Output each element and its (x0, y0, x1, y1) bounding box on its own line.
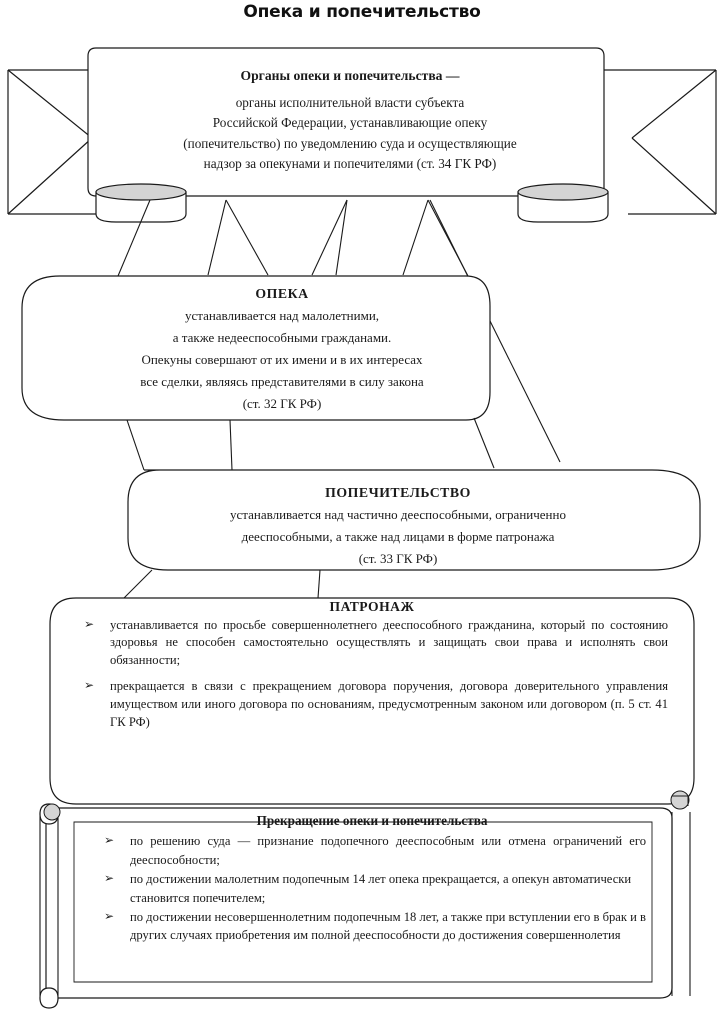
arrow-bullet-icon: ➢ (104, 833, 115, 848)
banner-line-2: Российской Федерации, устанавливающие опеку (212, 115, 488, 130)
prekrashchenie-item-2: по достижении малолетним подопечным 14 лет опека прекращается, а опекун автоматически становится попечителем; (130, 872, 632, 905)
opeka-line-4: все сделки, являясь представителями в силу закона (140, 374, 424, 389)
arrow-bullet-icon: ➢ (84, 678, 95, 693)
banner-line-3: (попечительство) по уведомлению суда и осуществляющие (183, 135, 517, 151)
patronazh-list (76, 617, 668, 732)
patronazh-item-1: устанавливается по просьбе совершеннолетнего дееспособного гражданина, который по состоянию здоровья не способен самостоятельно осуществлять и защищать свои права и исполнять свои обязанности; (110, 617, 668, 667)
patronazh-heading: ПАТРОНАЖ (329, 599, 415, 614)
list-item (76, 617, 668, 670)
page-title: Опека и попечительство (243, 2, 481, 22)
opeka-line-1: устанавливается над малолетними, (184, 308, 380, 323)
prekrashchenie-item-3: по достижении несовершеннолетним подопечным 18 лет, а также при вступлении его в брак и в других случаях приобретения им полной дееспособности до достижения совершеннолетия (130, 910, 646, 943)
banner-line-4: надзор за опекунами и попечителями (ст. 34 ГК РФ) (203, 156, 497, 171)
arrow-bullet-icon: ➢ (104, 909, 115, 924)
popechitelstvo-line-1: устанавливается над частично дееспособными, ограниченно (230, 507, 566, 522)
prekrashchenie-text-block (98, 812, 646, 946)
popechitelstvo-connectors (124, 570, 320, 598)
opeka-text-block (36, 283, 528, 415)
ribbon-tail-left (8, 70, 96, 214)
arrow-bullet-icon: ➢ (84, 616, 95, 631)
banner-line-1: органы исполнительной власти субъекта (235, 94, 465, 110)
opeka-connectors (127, 418, 494, 470)
list-item (98, 832, 646, 869)
prekrashchenie-item-1: по решению суда — признание подопечного дееспособным или отмена ограничений его дееспособности; (130, 834, 646, 867)
popechitelstvo-text-block (148, 482, 648, 570)
list-item (76, 678, 668, 731)
patronazh-item-2: прекращается в связи с прекращением договора поручения, договора доверительного управления имуществом или иного договора по основаниям, предусмотренным законом или договором (п. 5 ст. 41 ГК РФ) (110, 679, 668, 729)
ribbon-tail-right (604, 70, 716, 214)
banner-fold-right (518, 184, 608, 222)
banner-text-block (96, 66, 604, 175)
opeka-line-2: а также недееспособными гражданами. (172, 330, 392, 345)
banner-heading: Органы опеки и попечительства — (240, 68, 460, 83)
patronazh-text-block (76, 598, 668, 731)
popechitelstvo-heading: ПОПЕЧИТЕЛЬСТВО (325, 485, 471, 500)
opeka-line-3: Опекуны совершают от их имени и в их интересах (141, 352, 423, 367)
list-item (98, 870, 646, 907)
prekrashchenie-list (98, 832, 646, 944)
banner-fold-left (96, 184, 186, 222)
prekrashchenie-heading: Прекращение опеки и попечительства (256, 813, 488, 828)
arrow-bullet-icon: ➢ (104, 871, 115, 886)
popechitelstvo-line-3: (ст. 33 ГК РФ) (358, 551, 438, 566)
list-item (98, 908, 646, 945)
opeka-line-5: (ст. 32 ГК РФ) (242, 396, 322, 411)
popechitelstvo-line-2: дееспособными, а также над лицами в форме патронажа (241, 529, 555, 544)
opeka-heading: ОПЕКА (255, 286, 309, 301)
